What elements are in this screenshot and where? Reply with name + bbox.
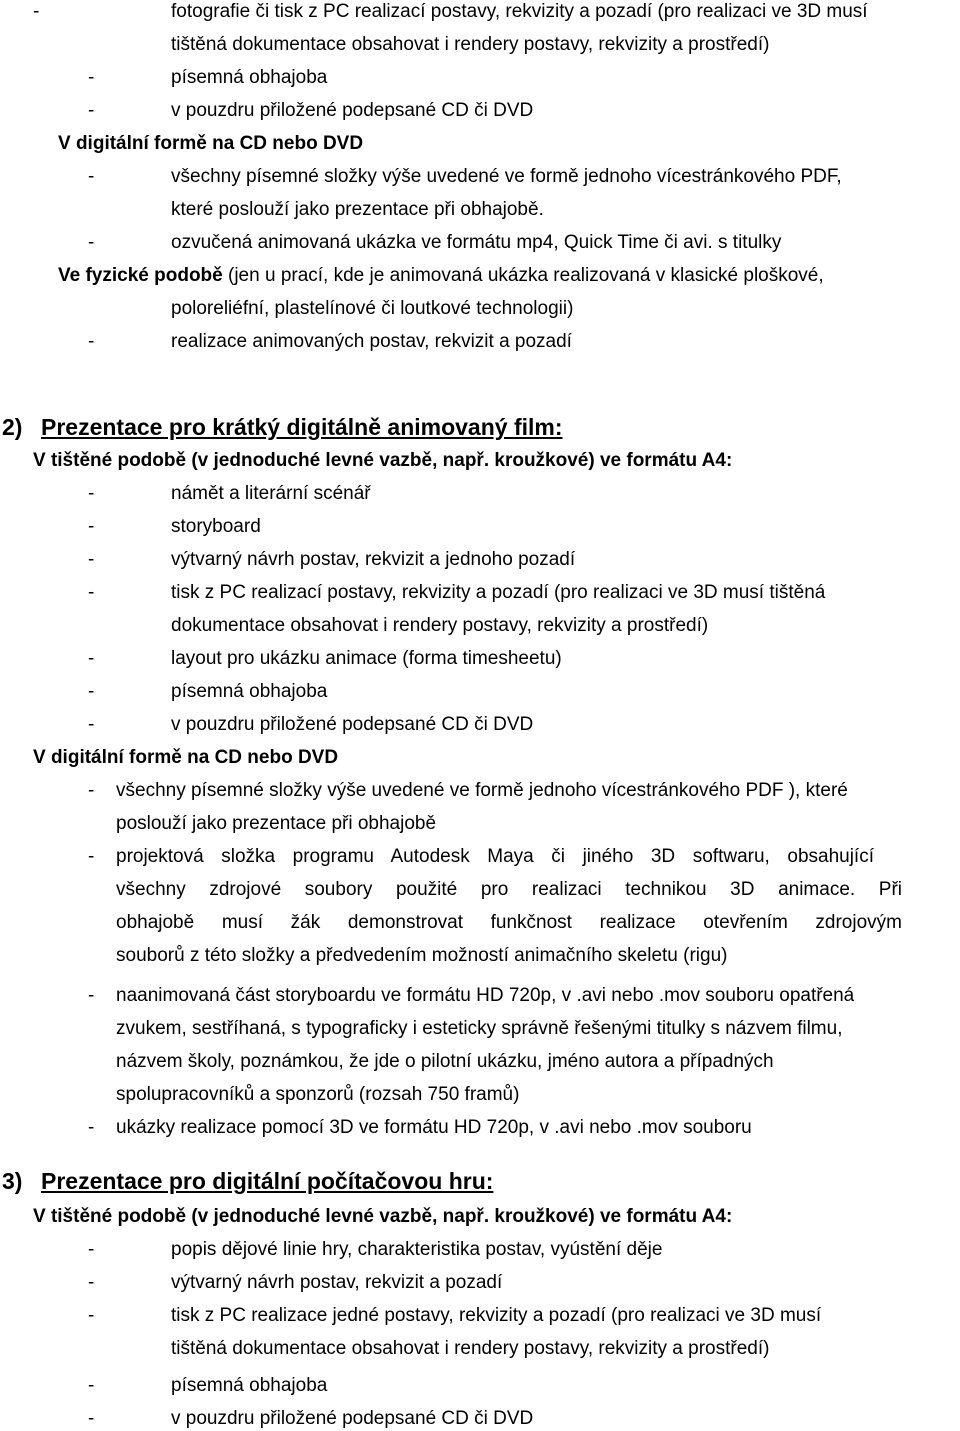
list-item: námět a literární scénář: [171, 483, 371, 504]
list-item-continuation: dokumentace obsahovat i rendery postavy, rekvizity a prostředí): [171, 615, 709, 636]
bullet-dash: -: [33, 1, 40, 22]
list-item-continuation: zvukem, sestříhaná, s typograficky i esteticky správně řešenými titulky s názvem filmu,: [116, 1018, 843, 1039]
bullet-dash: -: [88, 1305, 95, 1326]
list-item-continuation: souborů z této složky a předvedením možností animačního skeletu (rigu): [116, 945, 728, 966]
list-item: v pouzdru přiložené podepsané CD či DVD: [171, 1408, 534, 1429]
subsection-heading-bold: Ve fyzické podobě: [58, 265, 223, 286]
list-item-continuation: všechny zdrojové soubory použité pro realizaci technikou 3D animace. Při: [116, 879, 902, 900]
section-title: Prezentace pro krátký digitálně animovaný film:: [41, 414, 563, 440]
bullet-dash: -: [88, 549, 95, 570]
subsection-heading: V digitální formě na CD nebo DVD: [33, 747, 339, 768]
bullet-dash: -: [88, 516, 95, 537]
bullet-dash: -: [88, 331, 95, 352]
section-number: 2): [2, 414, 23, 440]
list-item: tisk z PC realizace jedné postavy, rekvizity a pozadí (pro realizaci ve 3D musí: [171, 1305, 822, 1326]
list-item: realizace animovaných postav, rekvizit a pozadí: [171, 331, 572, 352]
list-item-continuation: obhajobě musí žák demonstrovat funkčnost realizace otevřením zdrojovým: [116, 912, 902, 933]
bullet-dash: -: [88, 232, 95, 253]
bullet-dash: -: [88, 100, 95, 121]
bullet-dash: -: [88, 1239, 95, 1260]
list-item: výtvarný návrh postav, rekvizit a jednoho pozadí: [171, 549, 576, 570]
bullet-dash: -: [88, 681, 95, 702]
list-item: písemná obhajoba: [171, 1375, 328, 1396]
list-item: naanimovaná část storyboardu ve formátu HD 720p, v .avi nebo .mov souboru opatřená: [116, 985, 855, 1006]
list-item-continuation: které poslouží jako prezentace při obhajobě.: [171, 199, 544, 220]
bullet-dash: -: [88, 985, 95, 1006]
list-item: projektová složka programu Autodesk Maya či jiného 3D softwaru, obsahující: [116, 846, 874, 867]
bullet-dash: -: [88, 166, 95, 187]
bullet-dash: -: [88, 1408, 95, 1429]
list-item-continuation: spolupracovníků a sponzorů (rozsah 750 framů): [116, 1084, 520, 1105]
subsection-heading: V digitální formě na CD nebo DVD: [58, 133, 364, 154]
list-item: všechny písemné složky výše uvedené ve formě jednoho vícestránkového PDF,: [171, 166, 842, 187]
subsection-heading-note: (jen u prací, kde je animovaná ukázka realizovaná v klasické ploškové,: [222, 265, 824, 286]
list-item: v pouzdru přiložené podepsané CD či DVD: [171, 100, 534, 121]
list-item: písemná obhajoba: [171, 681, 328, 702]
list-item: fotografie či tisk z PC realizací postavy, rekvizity a pozadí (pro realizaci ve 3D musí: [171, 1, 868, 22]
subsection-note-continuation: poloreliéfní, plastelínové či loutkové technologii): [171, 298, 574, 319]
list-item-continuation: názvem školy, poznámkou, že jde o pilotní ukázku, jméno autora a případných: [116, 1051, 774, 1072]
subsection-heading: [58, 265, 824, 287]
subsection-heading: V tištěné podobě (v jednoduché levné vazbě, např. kroužkové) ve formátu A4:: [33, 1206, 733, 1227]
list-item: všechny písemné složky výše uvedené ve formě jednoho vícestránkového PDF ), které: [116, 780, 848, 801]
subsection-heading: V tištěné podobě (v jednoduché levné vazbě, např. kroužkové) ve formátu A4:: [33, 450, 733, 471]
list-item: výtvarný návrh postav, rekvizit a pozadí: [171, 1272, 503, 1293]
list-item: písemná obhajoba: [171, 67, 328, 88]
section-title: Prezentace pro digitální počítačovou hru:: [41, 1168, 494, 1194]
bullet-dash: -: [88, 780, 95, 801]
list-item: ukázky realizace pomocí 3D ve formátu HD 720p, v .avi nebo .mov souboru: [116, 1117, 752, 1138]
bullet-dash: -: [88, 648, 95, 669]
section-number: 3): [2, 1168, 23, 1194]
bullet-dash: -: [88, 846, 95, 867]
bullet-dash: -: [88, 67, 95, 88]
list-item: storyboard: [171, 516, 261, 537]
list-item: tisk z PC realizací postavy, rekvizity a pozadí (pro realizaci ve 3D musí tištěná: [171, 582, 826, 603]
list-item-continuation: poslouží jako prezentace při obhajobě: [116, 813, 437, 834]
bullet-dash: -: [88, 483, 95, 504]
bullet-dash: -: [88, 714, 95, 735]
bullet-dash: -: [88, 1117, 95, 1138]
list-item: popis dějové linie hry, charakteristika postav, vyústění děje: [171, 1239, 663, 1260]
list-item-continuation: tištěná dokumentace obsahovat i rendery postavy, rekvizity a prostředí): [171, 1338, 770, 1359]
list-item: layout pro ukázku animace (forma timesheetu): [171, 648, 562, 669]
list-item: ozvučená animovaná ukázka ve formátu mp4, Quick Time či avi. s titulky: [171, 232, 782, 253]
bullet-dash: -: [88, 1272, 95, 1293]
list-item: v pouzdru přiložené podepsané CD či DVD: [171, 714, 534, 735]
list-item-continuation: tištěná dokumentace obsahovat i rendery postavy, rekvizity a prostředí): [171, 34, 770, 55]
bullet-dash: -: [88, 582, 95, 603]
bullet-dash: -: [88, 1375, 95, 1396]
